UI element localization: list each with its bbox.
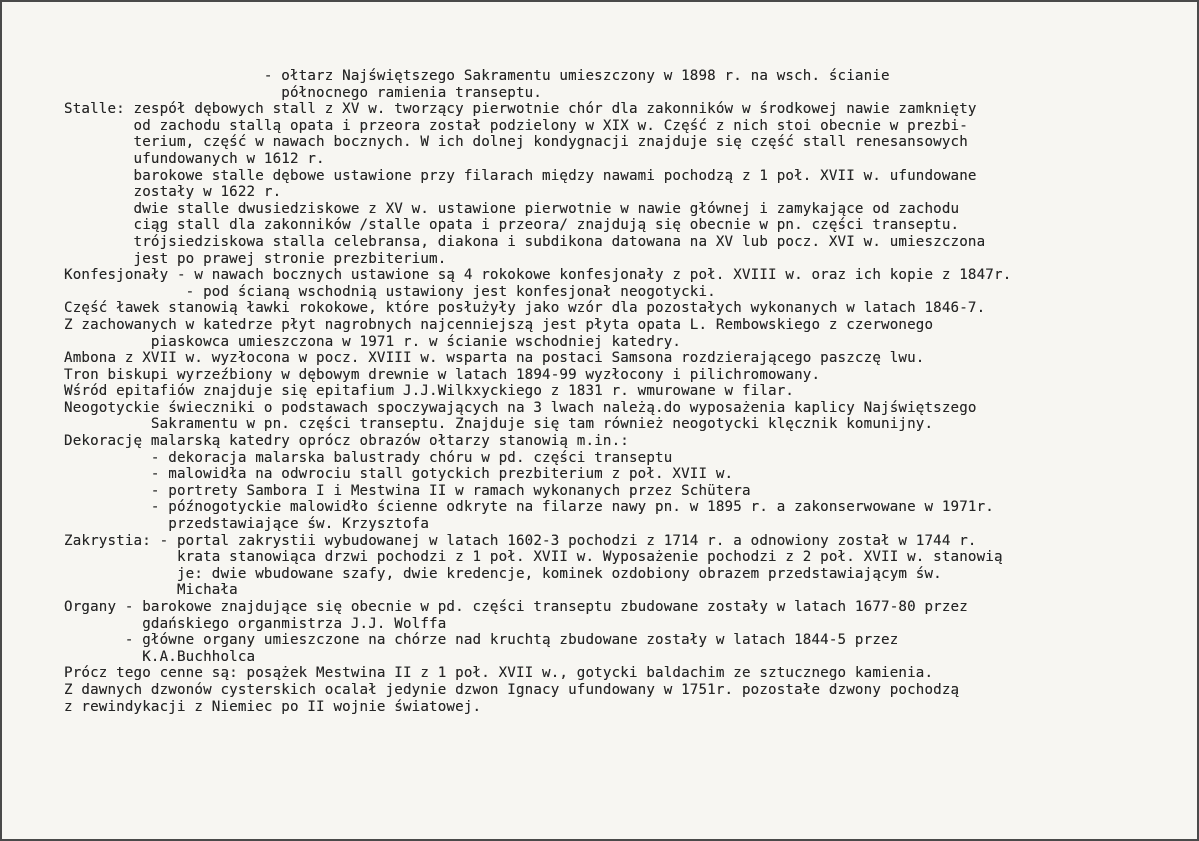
- text-line: przedstawiające św. Krzysztofa: [64, 516, 430, 533]
- text-line: je: dwie wbudowane szafy, dwie kredencje, kominek ozdobiony obrazem przedstawiającym św.: [64, 565, 942, 582]
- text-line: Dekorację malarską katedry oprócz obrazów ołtarzy stanowią m.in.:: [64, 433, 629, 450]
- text-line: - dekoracja malarska balustrady chóru w pd. części transeptu: [64, 449, 673, 466]
- text-line: - portrety Sambora I i Mestwina II w ramach wykonanych przez Schütera: [64, 482, 751, 499]
- text-line: - główne organy umieszczone na chórze nad kruchtą zbudowane zostały w latach 1844-5 przez: [64, 632, 899, 649]
- text-line: Michała: [64, 582, 238, 599]
- text-line: zostały w 1622 r.: [64, 184, 282, 201]
- text-line: - pod ścianą wschodnią ustawiony jest konfesjonał neogotycki.: [64, 283, 716, 300]
- text-line: Wśród epitafiów znajduje się epitafium J.J.Wilkxyckiego z 1831 r. wmurowane w filar.: [64, 383, 795, 400]
- text-line: Stalle: zespół dębowych stall z XV w. tworzący pierwotnie chór dla zakonników w środkowej nawie zamknięty: [64, 101, 977, 118]
- text-line: krata stanowiąca drzwi pochodzi z 1 poł. XVII w. Wyposażenie pochodzi z 2 poł. XVII w. stanowią: [64, 549, 1003, 566]
- text-line: Ambona z XVII w. wyzłocona w pocz. XVIII w. wsparta na postaci Samsona rozdzierającego paszczę lwu.: [64, 350, 925, 367]
- text-line: ufundowanych w 1612 r.: [64, 150, 325, 167]
- text-line: gdańskiego organmistrza J.J. Wolffa: [64, 615, 447, 632]
- text-line: z rewindykacji z Niemiec po II wojnie światowej.: [64, 698, 482, 715]
- text-line: dwie stalle dwusiedziskowe z XV w. ustawione pierwotnie w nawie głównej i zamykające od zachodu: [64, 200, 960, 217]
- text-line: trójsiedziskowa stalla celebransa, diakona i subdikona datowana na XV lub pocz. XVI w. umieszczona: [64, 233, 986, 250]
- text-line: jest po prawej stronie prezbiterium.: [64, 250, 447, 267]
- text-line: terium, część w nawach bocznych. W ich dolnej kondygnacji znajduje się część stall renesansowych: [64, 134, 968, 151]
- text-line: - malowidła na odwrociu stall gotyckich prezbiterium z poł. XVII w.: [64, 466, 734, 483]
- text-line: barokowe stalle dębowe ustawione przy filarach między nawami pochodzą z 1 poł. XVII w. ufundowane: [64, 167, 977, 184]
- text-line: Część ławek stanowią ławki rokokowe, które posłużyły jako wzór dla pozostałych wykonanych w latach 1846-7.: [64, 300, 986, 317]
- text-line: Konfesjonały - w nawach bocznych ustawione są 4 rokokowe konfesjonały z poł. XVIII w. oraz ich kopie z 1847r.: [64, 267, 1012, 284]
- text-line: Prócz tego cenne są: posążek Mestwina II z 1 poł. XVII w., gotycki baldachim ze sztucznego kamienia.: [64, 665, 934, 682]
- text-line: K.A.Buchholca: [64, 648, 256, 665]
- text-line: Z zachowanych w katedrze płyt nagrobnych najcenniejszą jest płyta opata L. Rembowskiego z czerwonego: [64, 316, 934, 333]
- text-line: Neogotyckie świeczniki o podstawach spoczywających na 3 lwach należą.do wyposażenia kaplicy Najświętszego: [64, 399, 977, 416]
- text-line: Zakrystia: - portal zakrystii wybudowanej w latach 1602-3 pochodzi z 1714 r. a odnowiony został w 1744 r.: [64, 532, 977, 549]
- text-line: Organy - barokowe znajdujące się obecnie w pd. części transeptu zbudowane zostały w latach 1677-80 przez: [64, 599, 968, 615]
- text-line: Z dawnych dzwonów cysterskich ocalał jedynie dzwon Ignacy ufundowany w 1751r. pozostałe dzwony pochodzą: [64, 681, 960, 698]
- text-line: piaskowca umieszczona w 1971 r. w ścianie wschodniej katedry.: [64, 333, 682, 350]
- text-line: północnego ramienia transeptu.: [64, 84, 543, 101]
- typewritten-text: [64, 68, 1011, 715]
- text-line: Tron biskupi wyrzeźbiony w dębowym drewnie w latach 1894-99 wyzłocony i pilichromowany.: [64, 366, 821, 383]
- text-line: od zachodu stallą opata i przeora został podzielony w XIX w. Część z nich stoi obecnie w prezbi-: [64, 117, 968, 134]
- text-line: - późnogotyckie malowidło ścienne odkryte na filarze nawy pn. w 1895 r. a zakonserwowane w 1971r.: [64, 499, 995, 516]
- text-line: ciąg stall dla zakonników /stalle opata i przeora/ znajdują się obecnie w pn. części transeptu.: [64, 217, 960, 234]
- text-line: Sakramentu w pn. części transeptu. Znajduje się tam również neogotycki klęcznik komunijny.: [64, 416, 934, 433]
- text-line: - ołtarz Najświętszego Sakramentu umieszczony w 1898 r. na wsch. ścianie: [64, 68, 890, 84]
